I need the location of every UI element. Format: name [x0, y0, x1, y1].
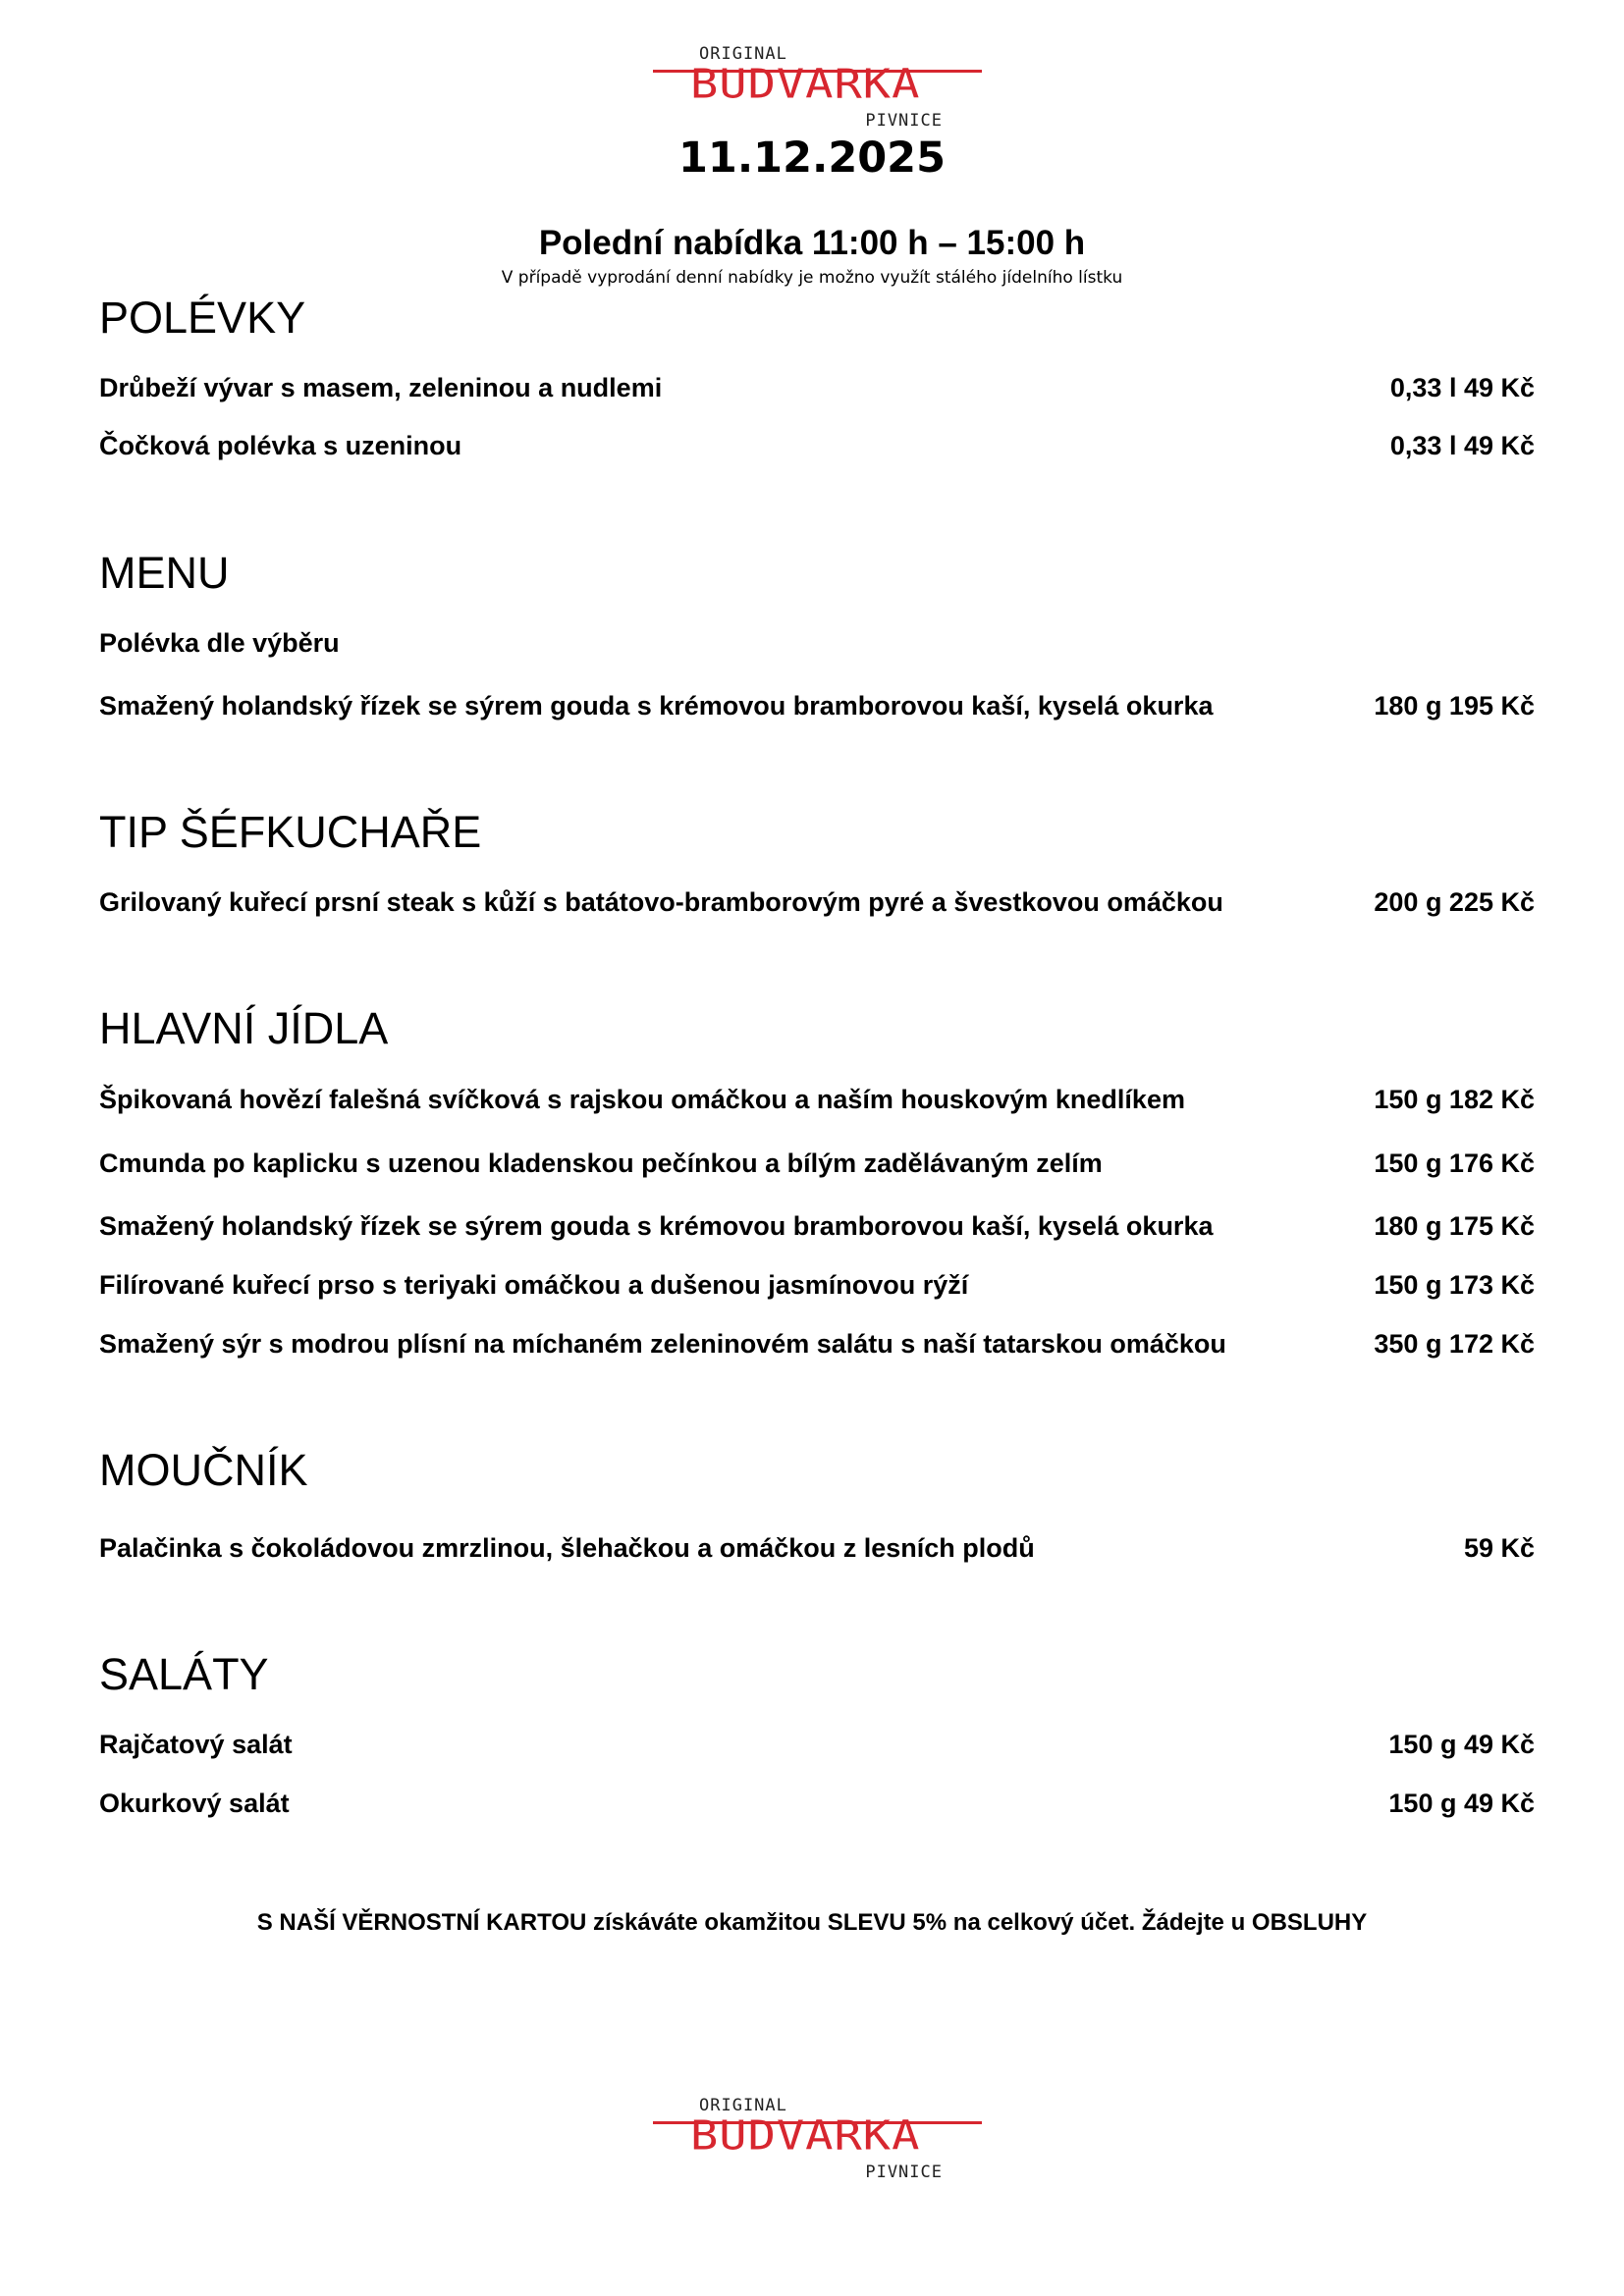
logo-bottom	[653, 2096, 982, 2194]
logo-top	[653, 44, 982, 142]
item-price: 59 Kč	[1463, 1533, 1535, 1563]
logo-brand-name: BUDVARKA	[690, 60, 921, 108]
item-name: Rajčatový salát	[99, 1730, 293, 1759]
section-heading-mains: HLAVNÍ JÍDLA	[99, 1003, 389, 1053]
item-price: 350 g 172 Kč	[1374, 1329, 1535, 1359]
section-heading-chef-tip: TIP ŠÉFKUCHAŘE	[99, 807, 482, 857]
menu-item	[99, 1329, 1535, 1362]
item-name: Čočková polévka s uzeninou	[99, 431, 462, 460]
menu-item	[99, 431, 1535, 464]
menu-item	[99, 628, 1535, 662]
item-price: 180 g 195 Kč	[1374, 691, 1535, 721]
logo-pivnice-text: PIVNICE	[865, 111, 943, 131]
logo-brand-name: BUDVARKA	[690, 2111, 921, 2160]
item-name: Smažený holandský řízek se sýrem gouda s krémovou bramborovou kaší, kyselá okurka	[99, 691, 1214, 721]
item-name: Smažený sýr s modrou plísní na míchaném zeleninovém salátu s naší tatarskou omáčkou	[99, 1329, 1226, 1359]
item-price: 150 g 176 Kč	[1374, 1148, 1535, 1178]
loyalty-card-note: S NAŠÍ VĚRNOSTNÍ KARTOU získáváte okamžitou SLEVU 5% na celkový účet. Žádejte u OBSLUHY	[256, 1909, 1368, 1936]
menu-item	[99, 1211, 1535, 1245]
item-name: Polévka dle výběru	[99, 628, 340, 658]
lunch-offer-note: V případě vyprodání denní nabídky je možno využít stálého jídelního lístku	[501, 268, 1123, 288]
menu-item	[99, 887, 1535, 921]
item-price: 0,33 l 49 Kč	[1389, 431, 1535, 460]
item-name: Filírované kuřecí prso s teriyaki omáčkou a dušenou jasmínovou rýží	[99, 1270, 969, 1300]
section-heading-soups: POLÉVKY	[99, 293, 306, 343]
item-price: 150 g 49 Kč	[1388, 1730, 1535, 1759]
item-price: 150 g 173 Kč	[1374, 1270, 1535, 1300]
item-name: Palačinka s čokoládovou zmrzlinou, šlehačkou a omáčkou z lesních plodů	[99, 1533, 1035, 1563]
section-heading-dessert: MOUČNÍK	[99, 1445, 308, 1495]
item-name: Okurkový salát	[99, 1789, 290, 1818]
section-heading-salads: SALÁTY	[99, 1649, 269, 1699]
item-name: Drůbeží vývar s masem, zeleninou a nudlemi	[99, 373, 663, 402]
menu-item	[99, 1533, 1535, 1567]
logo-pivnice-text: PIVNICE	[865, 2163, 943, 2182]
item-name: Grilovaný kuřecí prsní steak s kůží s batátovo-bramborovým pyré a švestkovou omáčkou	[99, 887, 1223, 917]
menu-item	[99, 373, 1535, 406]
menu-item	[99, 1789, 1535, 1822]
item-price: 150 g 182 Kč	[1374, 1085, 1535, 1114]
item-price: 180 g 175 Kč	[1374, 1211, 1535, 1241]
menu-item	[99, 1730, 1535, 1763]
lunch-offer-title: Polední nabídka 11:00 h – 15:00 h	[538, 224, 1086, 262]
logo-original-text: ORIGINAL	[699, 44, 787, 64]
item-name: Smažený holandský řízek se sýrem gouda s krémovou bramborovou kaší, kyselá okurka	[99, 1211, 1214, 1241]
item-name: Špikovaná hovězí falešná svíčková s rajskou omáčkou a naším houskovým knedlíkem	[99, 1085, 1185, 1114]
item-name: Cmunda po kaplicku s uzenou kladenskou pečínkou a bílým zadělávaným zelím	[99, 1148, 1103, 1178]
item-price: 150 g 49 Kč	[1388, 1789, 1535, 1818]
item-price: 0,33 l 49 Kč	[1389, 373, 1535, 402]
menu-date: 11.12.2025	[677, 133, 947, 183]
item-price: 200 g 225 Kč	[1374, 887, 1535, 917]
menu-item	[99, 1270, 1535, 1304]
section-heading-menu: MENU	[99, 548, 230, 598]
menu-item	[99, 1148, 1535, 1182]
logo-original-text: ORIGINAL	[699, 2096, 787, 2115]
menu-item	[99, 1085, 1535, 1118]
menu-item	[99, 691, 1535, 724]
